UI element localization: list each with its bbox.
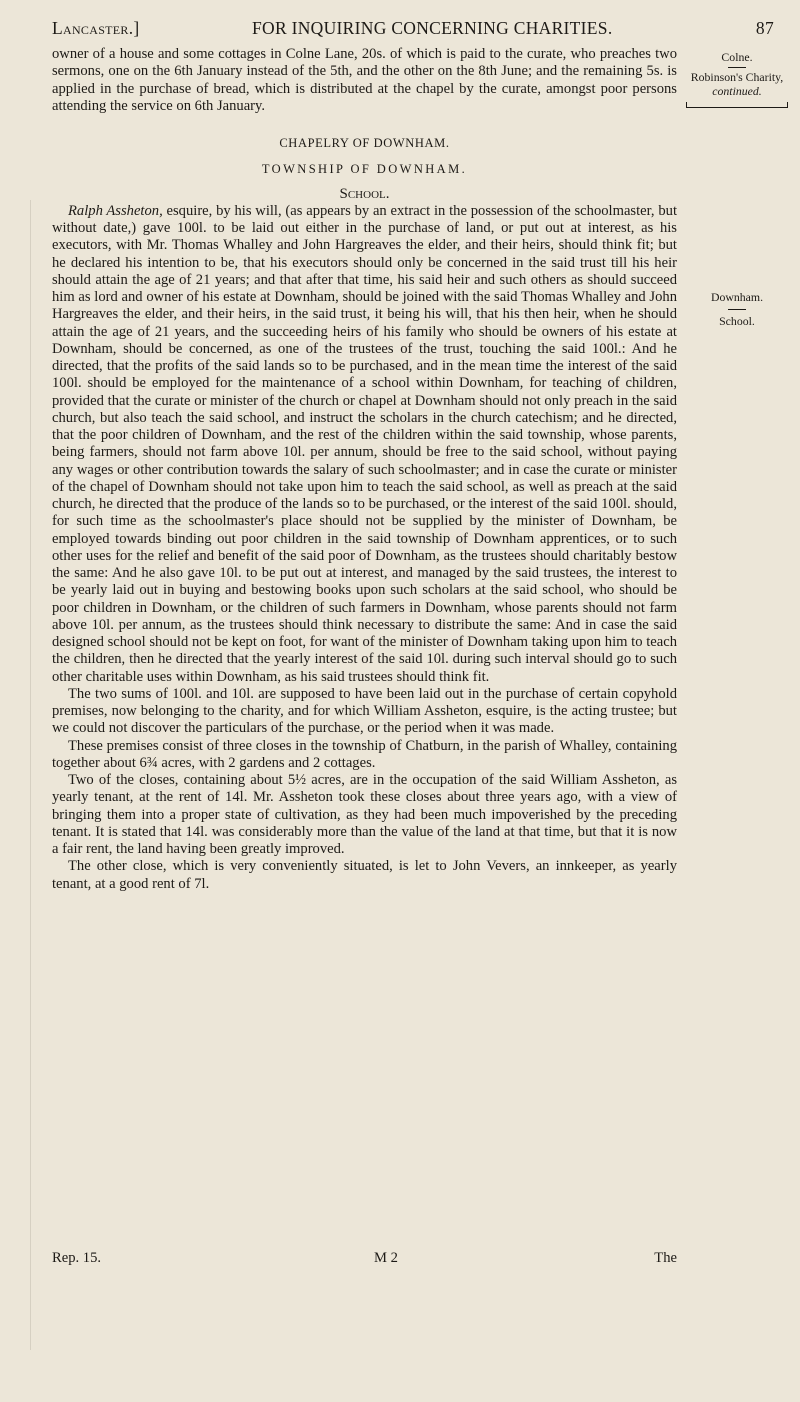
bequest-text: esquire, by his will, (as appears by an extract in the possession of the schoolmaster, but without date,) gave 100l. to be laid out either in the purchase of land, or put out at interest, as his executors, with Mr. Thomas Whalley and John Hargreaves the elder, and their heirs, should think fit; but he declared his intention to be, that his executors should only be concerned in the said trust till his heir should attain the age of 21 years; and that after that time, his said heir and such others as should succeed him as lord and owner of his estate at Downham, should be joined with the said Thomas Whalley and John Hargreaves the elder, and their heirs, in the said trust, it being his will, that his then heir, when he should attain the age of 21 years, and the succeeding heirs of his family who should be owners of his estate at Downham, should be concerned, as one of the trustees of the trust, touching the said 100l.: And he directed, that the profits of the said lands so to be purchased, and in the mean time the interest of the said 100l. should be employed for the maintenance of a school within Downham, for teaching of children, provided that the curate or minister of the church or chapel at Downham should not only preach in the said church, but also teach the said school, and instruct the scholars in the church catechism; and he directed, that the poor children of Downham, and the rest of the children within the said township, whose parents, being farmers, should not farm above 10l. per annum, should be free to the said school, without paying any wages or other contribution towards the salary of such schoolmaster; and in case the curate or minister of the chapel of Downham should not take upon him to teach the said school, as well as preach at the said church, he directed that the produce of the lands so to be purchased, or the interest of the said 100l. should, for such time as the schoolmaster's place should not be supplied by the minister of Downham, be employed towards binding out poor children in the said township of Downham apprentices, or to such other uses for the relief and benefit of the said poor of Downham, as the trustees should charitably bestow the same: And he also gave 10l. to be put out at interest, and managed by the said trustees, the interest to be yearly laid out in buying and bestowing books upon such scholars at the said school, who should be poor children in Downham, or the children of such farmers in Downham, whose parents should not farm above 10l. per annum, as the trustees should think necessary to distribute the same: And in case the said designed school should not be kept on foot, for want of the minister of Downham taking upon him to teach the children, then he directed that the yearly interest of the said 10l. during such interval should go to such other charitable uses within Downham, as his said trustees should think fit. xyxy=(52,202,678,685)
report-number: Rep. 15. xyxy=(52,1250,102,1266)
paragraph-closes: Two of the closes, containing about 5½ acres, are in the occupation of the said William Assheton, as yearly tenant, at the rent of 14l. Mr. Assheton took these closes about three years ago, with a view of bringing them into a proper state of cultivation, as they had been much impoverished by the preceding tenant. It is stated that 14l. was considerably more than the value of the land at that time, but that it is now a fair rent, the land having been greatly improved. xyxy=(52,772,677,857)
signature-mark: M 2 xyxy=(374,1250,398,1266)
margin-rule xyxy=(728,309,746,310)
intro-paragraph: owner of a house and some cottages in Colne Lane, 20s. of which is paid to the curate, who preaches two sermons, one on the 6th January instead of the 5th, and the other on the 8th June; and the remaining 5s. is applied in the purchase of bread, which is distributed at the chapel by the curate, amongst poor persons attending the service on 6th January. xyxy=(52,46,677,114)
margin-note-downham xyxy=(682,290,792,328)
margin-note-colne xyxy=(682,50,792,108)
margin-school: School. xyxy=(719,314,755,328)
margin-colne: Colne. xyxy=(721,50,753,64)
main-text xyxy=(52,46,677,893)
margin-brace xyxy=(686,102,788,108)
paragraph-purchase: The two sums of 100l. and 10l. are supposed to have been laid out in the purchase of certain copyhold premises, now belonging to the charity, and for which William Assheton, esquire, is the acting trustee; but we could not discover the particulars of the purchase, or the period when it was made. xyxy=(52,685,677,737)
page-fold-shadow xyxy=(30,200,31,1350)
margin-rule xyxy=(728,67,746,68)
paragraph-other-close: The other close, which is very conveniently situated, is let to John Vevers, an innkeeper, as yearly tenant, at a good rent of 7l. xyxy=(52,858,677,892)
page-number: 87 xyxy=(755,18,774,38)
chapelry-heading: CHAPELRY OF DOWNHAM. xyxy=(279,136,450,150)
margin-continued: continued. xyxy=(712,84,762,98)
testator-name: Ralph Assheton, xyxy=(68,202,163,219)
paragraph-premises: These premises consist of three closes in the township of Chatburn, in the parish of Whalley, containing together about 6¾ acres, with 2 gardens and 2 cottages. xyxy=(52,737,677,771)
header-title: FOR INQUIRING CONCERNING CHARITIES. xyxy=(252,18,613,38)
paragraph-bequest xyxy=(52,203,677,686)
margin-robinson: Robinson's Charity, xyxy=(690,70,784,84)
school-heading: School. xyxy=(339,185,390,202)
catchword: The xyxy=(654,1250,677,1266)
margin-downham: Downham. xyxy=(710,290,764,304)
header-county: Lancaster.] xyxy=(52,18,140,38)
township-heading: TOWNSHIP OF DOWNHAM. xyxy=(261,162,468,177)
running-header xyxy=(52,18,774,40)
